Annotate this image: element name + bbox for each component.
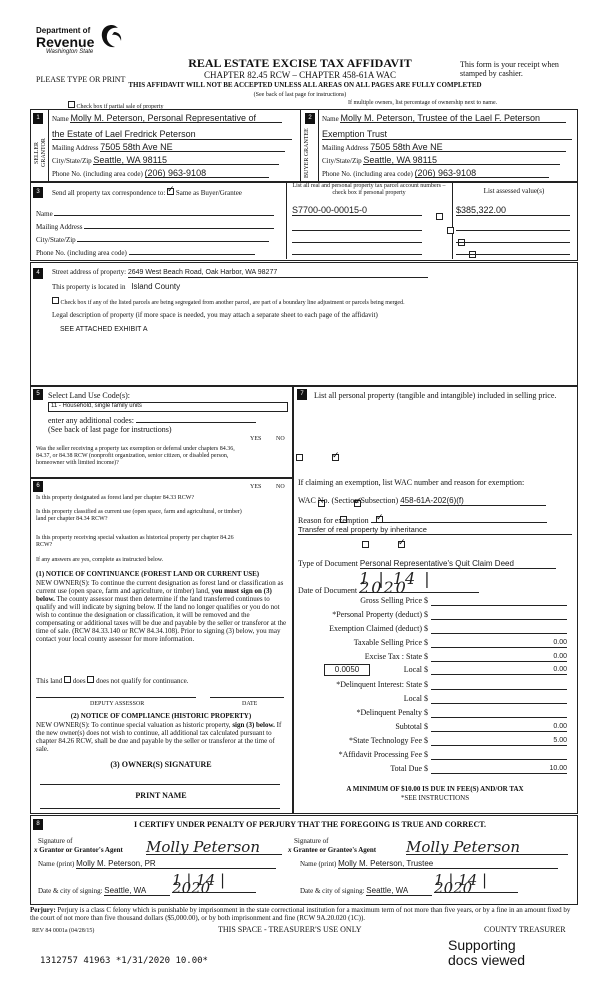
calc-total-value[interactable]: 10.00 xyxy=(431,764,567,774)
notice2-title: (2) NOTICE OF COMPLIANCE (HISTORIC PROPERTY) xyxy=(70,712,252,720)
grantor-name[interactable]: Molly M. Peterson, PR xyxy=(76,860,276,869)
s3-name-field[interactable] xyxy=(54,208,274,216)
date-label: DATE xyxy=(242,701,258,707)
divider xyxy=(48,109,49,181)
calc-row-taxable xyxy=(298,638,574,648)
dor-logo xyxy=(30,24,130,68)
additional-codes-label: enter any additional codes: xyxy=(48,416,134,425)
calc-delinq-penalty-value[interactable] xyxy=(431,708,567,718)
does-label: does xyxy=(72,677,86,685)
print-name-line[interactable] xyxy=(40,806,280,809)
s6-yes: YES xyxy=(250,484,262,490)
calc-currency: $ xyxy=(424,736,428,745)
seller-name-line2[interactable]: the Estate of Lael Fredrick Peterson xyxy=(52,129,292,140)
form-chapter: CHAPTER 82.45 RCW – CHAPTER 458-61A WAC xyxy=(204,70,396,80)
owner-signature-label: (3) OWNER(S) SIGNATURE xyxy=(110,760,212,769)
section-number-4: 4 xyxy=(33,268,43,279)
seller-exemption-question: Was the seller receiving a property tax exemption or deferral under chapters 84.36, 84.37, or 84.38 RCW (nonprofit organization, senior citizen, or disabled person, homeowner with limited income)? xyxy=(36,446,235,466)
seller-phone[interactable]: (206) 963-9108 xyxy=(145,169,269,178)
grantor-name-label: Name (print) xyxy=(38,860,75,868)
calc-exemption-value[interactable] xyxy=(431,624,567,634)
wac-number[interactable]: 458-61A-202(6)(f) xyxy=(400,496,546,506)
certify-statement: I CERTIFY UNDER PENALTY OF PERJURY THAT THE FOREGOING IS TRUE AND CORRECT. xyxy=(133,820,486,829)
deputy-date-line[interactable] xyxy=(210,695,284,698)
grantee-date[interactable]: 1 | 14 | 2020 xyxy=(434,876,518,893)
seller-side-label: SELLER GRANTOR xyxy=(34,138,47,168)
additional-codes-field[interactable] xyxy=(136,414,256,423)
calc-currency: $ xyxy=(424,680,428,689)
calc-currency: $ xyxy=(424,708,428,717)
calc-taxable-value[interactable]: 0.00 xyxy=(431,638,567,648)
partial-sale-checkbox[interactable] xyxy=(68,101,75,108)
buyer-name-line1[interactable]: Molly M. Peterson, Trustee of the Lael F. Peterson xyxy=(340,114,566,123)
stamp-supporting: Supporting xyxy=(448,937,516,953)
calc-row-personal xyxy=(298,610,574,620)
calc-subtotal-value[interactable]: 0.00 xyxy=(431,722,567,732)
forest-land-question: Is this property designated as forest land per chapter 84.33 RCW? xyxy=(36,495,195,501)
receipt-note: This form is your receipt when stamped by cashier. xyxy=(460,60,559,78)
calc-row-exemption xyxy=(298,624,574,634)
seller-name-row xyxy=(52,114,292,123)
calc-row-delinq-penalty xyxy=(298,708,574,718)
calc-currency: $ xyxy=(424,764,428,773)
assessed-value-4[interactable] xyxy=(456,246,570,255)
calc-currency: $ xyxy=(424,665,428,674)
grantee-date-row xyxy=(300,871,574,897)
notice2-bold: sign (3) below. xyxy=(232,721,275,729)
buyer-phone[interactable]: (206) 963-9108 xyxy=(415,169,549,178)
s3-address-label: Mailing Address xyxy=(36,223,83,231)
calc-affidavit-fee-label: *Affidavit Processing Fee xyxy=(338,750,422,759)
located-label: This property is located in xyxy=(52,283,126,291)
land-use-label: Select Land Use Code(s): xyxy=(48,391,130,400)
grantor-date[interactable]: 1 | 14 | 2020 xyxy=(172,876,256,893)
calc-currency: $ xyxy=(424,652,428,661)
wac-row xyxy=(298,496,572,506)
calc-row-subtotal xyxy=(298,722,574,732)
seller-city[interactable]: Seattle, WA 98115 xyxy=(93,156,279,165)
calc-currency: $ xyxy=(424,722,428,731)
does-not-checkbox[interactable] xyxy=(87,676,94,683)
notice1-body xyxy=(36,579,288,643)
calc-row-local xyxy=(298,664,574,676)
personal-property-checkbox-1[interactable] xyxy=(436,213,443,220)
grantee-name-row xyxy=(300,860,572,869)
accounts-header: List all real and personal property tax parcel account numbers – check box if personal property xyxy=(292,183,446,196)
calc-currency: $ xyxy=(424,624,428,633)
send-correspondence-row xyxy=(52,188,242,197)
this-land-label: This land xyxy=(36,677,63,685)
qualify-label: qualify for continuance. xyxy=(121,677,189,685)
notice2-body xyxy=(36,721,288,753)
notice1-body2: The county assessor must then determine if the land transferred continues to qualify and will indicate by signing below. If the land no longer qualifies or you do not wish to continue the designation or classification, it will be removed and the compensating or additional taxes will be due and payable by the seller or transferor at the time of sale. (RCW 84.33.140 or RCW 84.34.108). Prior to signing (3) below, you may contact your local county assessor for more information. xyxy=(36,595,287,643)
calc-currency: $ xyxy=(424,750,428,759)
multiple-owners-note: If multiple owners, list percentage of ownership next to name. xyxy=(348,100,498,106)
calc-row-affidavit-fee xyxy=(298,750,574,760)
deputy-label: DEPUTY ASSESSOR xyxy=(90,701,145,707)
current-use-question: Is this property classified as current use (open space, farm and agricultural, or timber) land per chapter 84.34 RCW? xyxy=(36,509,242,522)
grantor-city[interactable]: Seattle, WA xyxy=(104,887,170,896)
grantee-date-label: Date & city of signing: xyxy=(300,887,365,895)
buyer-name-row xyxy=(322,114,572,123)
does-not-label: does not xyxy=(96,677,120,685)
seller-phone-row xyxy=(52,169,297,178)
form-title: REAL ESTATE EXCISE TAX AFFIDAVIT xyxy=(188,56,412,70)
seller-city-label: City/State/Zip xyxy=(52,157,92,165)
s3-city-label: City/State/Zip xyxy=(36,236,76,244)
s6-no: NO xyxy=(276,484,285,490)
buyer-address-label: Mailing Address xyxy=(322,144,369,152)
personal-property-label: List all personal property (tangible and intangible) included in selling price. xyxy=(314,391,557,400)
section-number-6: 6 xyxy=(33,481,43,492)
divider xyxy=(300,109,301,181)
does-checkbox[interactable] xyxy=(64,676,71,683)
seller-phone-label: Phone No. (including area code) xyxy=(52,170,143,178)
seller-address-row xyxy=(52,143,292,152)
doc-date-value[interactable]: 1 | 14 | 2020 xyxy=(359,574,479,593)
buyer-name-label: Name xyxy=(322,115,339,123)
calc-row-delinq-local xyxy=(298,694,574,704)
notice1-bold: you must sign on (3) below. xyxy=(36,587,272,603)
if-yes-note: If any answers are yes, complete as instructed below. xyxy=(36,557,164,563)
calc-row-excise-state xyxy=(298,652,574,662)
calc-row-tech-fee xyxy=(298,736,574,746)
doc-date-label: Date of Document xyxy=(298,586,358,595)
divider xyxy=(318,109,319,181)
calc-local-rate[interactable]: 0.0050 xyxy=(324,664,370,676)
grantee-sig-label1: Signature of xyxy=(294,837,329,845)
calc-total-label: Total Due xyxy=(390,764,422,773)
calc-row-gross xyxy=(298,596,574,606)
seller-address-label: Mailing Address xyxy=(52,144,99,152)
doc-type-row xyxy=(298,559,574,569)
street-label: Street address of property: xyxy=(52,268,127,276)
s3-address-field[interactable] xyxy=(84,221,274,229)
doc-type-label: Type of Document xyxy=(298,559,358,568)
section-number-7: 7 xyxy=(297,389,307,400)
minimum-due-note: A MINIMUM OF $10.00 IS DUE IN FEE(S) AND/OR TAX xyxy=(346,785,524,793)
assessed-value-2[interactable] xyxy=(456,222,570,231)
same-as-buyer-label: Same as Buyer/Grantee xyxy=(175,189,242,197)
perjury-text: Perjury is a class C felony which is punishable by imprisonment in the state correctional institution for a maximum term of not more than five years, or by a fine in an amount fixed by the court of not more than five thousand dollars ($5,000.00), or by both imprisonment and fine (RCW 9A.20.020 (1C)). xyxy=(30,906,571,922)
calc-tech-fee-value[interactable]: 5.00 xyxy=(431,736,567,746)
notice1-title: (1) NOTICE OF CONTINUANCE (FOREST LAND OR CURRENT USE) xyxy=(36,570,260,578)
legal-label: Legal description of property (if more space is needed, you may attach a separate sheet to each page of the affidavit) xyxy=(52,311,378,319)
print-name-label: PRINT NAME xyxy=(135,791,187,800)
county-treasurer: COUNTY TREASURER xyxy=(484,925,566,934)
dept-line3: Washington State xyxy=(46,49,94,55)
calc-taxable-label: Taxable Selling Price xyxy=(353,638,422,647)
reason-label: Reason for exemption xyxy=(298,516,369,525)
dept-line1: Department of xyxy=(36,26,91,35)
located-row xyxy=(52,283,352,291)
calc-gross-value[interactable] xyxy=(431,596,567,606)
segregated-row xyxy=(52,297,572,307)
buyer-address[interactable]: 7505 58th Ave NE xyxy=(370,143,566,152)
wac-label: WAC No. (Section/Subsection) xyxy=(298,496,399,505)
land-use-select[interactable]: 11 - Household, single family units xyxy=(48,402,288,412)
form-warning: THIS AFFIDAVIT WILL NOT BE ACCEPTED UNLESS ALL AREAS ON ALL PAGES ARE FULLY COMPLETED xyxy=(128,81,482,89)
calc-excise-state-value[interactable]: 0.00 xyxy=(431,652,567,662)
assessed-value-3[interactable] xyxy=(456,234,570,243)
calc-currency: $ xyxy=(424,694,428,703)
account-number-1[interactable]: S7700-00-00015-0 xyxy=(292,205,422,216)
calc-currency: $ xyxy=(424,638,428,647)
s3-city-field[interactable] xyxy=(77,234,269,242)
notice2-body1: NEW OWNER(S): To continue special valuation as historic property, xyxy=(36,721,231,729)
buyer-city[interactable]: Seattle, WA 98115 xyxy=(363,156,560,165)
grantee-sig-label2-text: Grantee or Grantee's Agent xyxy=(293,846,377,854)
assessed-value-1[interactable]: $385,322.00 xyxy=(456,205,570,216)
grantor-date-row xyxy=(38,871,292,897)
calc-exemption-label: Exemption Claimed (deduct) xyxy=(329,624,422,633)
s5-see-back: (See back of last page for instructions) xyxy=(48,425,172,434)
see-back: (See back of last page for instructions) xyxy=(253,92,347,98)
receipt-line: 1312757 41963 *1/31/2020 10.00* xyxy=(40,956,208,966)
reason-value[interactable]: Transfer of real property by inheritance xyxy=(298,525,572,535)
assessed-header: List assessed value(s) xyxy=(483,187,545,195)
buyer-city-row xyxy=(322,156,572,165)
please-type: PLEASE TYPE OR PRINT xyxy=(36,75,126,84)
calc-local-value[interactable]: 0.00 xyxy=(431,665,567,675)
notice2-body2: If the new owner(s) does not wish to continue, all additional tax calculated pursuant to chapter 84.26 RCW, shall be due and payable by the seller or transferor at the time of sale. xyxy=(36,721,282,753)
see-instructions: *SEE INSTRUCTIONS xyxy=(400,794,470,802)
calc-row-total xyxy=(298,764,574,774)
s5-no: NO xyxy=(276,436,285,442)
section-number-1: 1 xyxy=(33,113,43,124)
grantor-signature[interactable]: Molly Peterson xyxy=(146,838,282,855)
calc-currency: $ xyxy=(424,596,428,605)
grantee-name[interactable]: Molly M. Peterson, Trustee xyxy=(338,860,558,869)
section-number-5: 5 xyxy=(33,389,43,400)
segregated-label: Check box if any of the listed parcels are being segregated from another parcel, are part of a boundary line adjustment or parcels being merged. xyxy=(60,300,405,306)
grantor-name-row xyxy=(38,860,288,869)
calc-personal-value[interactable] xyxy=(431,610,567,620)
calc-delinq-state-value[interactable] xyxy=(431,680,567,690)
notice1-body1: NEW OWNER(S): To continue the current designation as forest land or classification as current use (open space, farm and agriculture, or timber) land, xyxy=(36,579,284,595)
street-row xyxy=(52,268,532,278)
perjury-bold: Perjury: xyxy=(30,906,56,914)
stamp-docs-viewed: docs viewed xyxy=(448,952,526,968)
section-number-3: 3 xyxy=(33,187,43,198)
exemption-claim-label: If claiming an exemption, list WAC number and reason for exemption: xyxy=(298,478,525,487)
calc-tech-fee-label: *State Technology Fee xyxy=(348,736,422,745)
s3-phone-field[interactable] xyxy=(129,247,255,255)
treasurer-space: THIS SPACE - TREASURER'S USE ONLY xyxy=(218,925,362,934)
historic-question: Is this property receiving special valuation as historical property per chapter 84.26 RCW? xyxy=(36,535,234,548)
continuance-row xyxy=(36,676,286,685)
account-number-4[interactable] xyxy=(292,246,422,255)
legal-description[interactable]: SEE ATTACHED EXHIBIT A xyxy=(60,326,148,333)
buyer-address-row xyxy=(322,143,572,152)
calc-personal-label: *Personal Property (deduct) xyxy=(332,610,422,619)
seller-name-line1[interactable]: Molly M. Peterson, Personal Representative of xyxy=(70,114,282,123)
grantor-sig-label2-text: Grantor or Grantor's Agent xyxy=(39,846,123,854)
grantee-name-label: Name (print) xyxy=(300,860,337,868)
s3-address-row xyxy=(36,221,280,231)
divider xyxy=(286,181,287,259)
calc-row-delinq-state xyxy=(298,680,574,690)
dept-line2: Revenue xyxy=(36,34,95,50)
partial-sale-label: Check box if partial sale of property xyxy=(76,104,164,110)
segregated-checkbox[interactable] xyxy=(52,297,59,304)
grantee-sig-label2 xyxy=(288,846,376,854)
grantor-date-label: Date & city of signing: xyxy=(38,887,103,895)
calc-subtotal-label: Subtotal xyxy=(395,722,422,731)
calc-local-label: Local xyxy=(403,665,422,674)
calc-delinq-local-value[interactable] xyxy=(431,694,567,704)
account-number-3[interactable] xyxy=(292,234,422,243)
owner-signature-line[interactable] xyxy=(40,782,280,785)
deputy-assessor-line[interactable] xyxy=(36,695,196,698)
reason-row xyxy=(298,514,572,525)
calc-delinq-local-label: Local xyxy=(403,694,422,703)
seller-city-row xyxy=(52,156,292,165)
calc-gross-label: Gross Selling Price xyxy=(360,596,422,605)
s3-name-label: Name xyxy=(36,210,53,218)
grantee-city[interactable]: Seattle, WA xyxy=(366,887,432,896)
additional-codes-row xyxy=(48,414,288,425)
doc-type-value[interactable]: Personal Representative's Quit Claim Deed xyxy=(360,559,556,569)
buyer-side-label: BUYER GRANTEE xyxy=(304,128,310,178)
x-mark-icon: x xyxy=(34,846,38,854)
seller-address[interactable]: 7505 58th Ave NE xyxy=(100,143,285,152)
buyer-phone-label: Phone No. (including area code) xyxy=(322,170,413,178)
send-label: Send all property tax correspondence to: xyxy=(52,189,166,197)
swoosh-icon xyxy=(100,24,124,50)
buyer-city-label: City/State/Zip xyxy=(322,157,362,165)
perjury-note xyxy=(30,906,578,922)
calc-currency: $ xyxy=(424,610,428,619)
grantor-sig-label1: Signature of xyxy=(38,837,73,845)
grantor-sig-label2 xyxy=(34,846,123,854)
s3-phone-label: Phone No. (including area code) xyxy=(36,249,127,257)
grantee-signature[interactable]: Molly Peterson xyxy=(406,838,568,855)
personal-property-checkbox-2[interactable] xyxy=(447,227,454,234)
street-address[interactable]: 2649 West Beach Road, Oak Harbor, WA 98277 xyxy=(128,269,428,278)
calc-delinq-penalty-label: *Delinquent Penalty xyxy=(356,708,422,717)
s3-city-row xyxy=(36,234,280,244)
same-as-buyer-checkbox[interactable] xyxy=(167,188,174,195)
buyer-phone-row xyxy=(322,169,574,178)
buyer-name-line2[interactable]: Exemption Trust xyxy=(322,129,572,140)
account-number-2[interactable] xyxy=(292,222,422,231)
calc-affidavit-fee-value[interactable] xyxy=(431,750,567,760)
s3-phone-row xyxy=(36,247,280,257)
s3-name-row xyxy=(36,208,280,218)
doc-date-row xyxy=(298,569,574,597)
s5-yes: YES xyxy=(250,436,262,442)
seller-name-label: Name xyxy=(52,115,69,123)
section-number-2: 2 xyxy=(305,113,315,124)
form-revision: REV 84 0001a (04/28/15) xyxy=(32,928,95,934)
x-mark-icon: x xyxy=(288,846,292,854)
section-number-8: 8 xyxy=(33,819,43,830)
reason-line[interactable] xyxy=(371,514,547,523)
calc-excise-state-label: Excise Tax : State xyxy=(364,652,422,661)
county[interactable]: Island County xyxy=(131,282,181,291)
divider xyxy=(452,181,453,259)
calc-delinq-state-label: *Delinquent Interest: State xyxy=(336,680,422,689)
section-4-box xyxy=(30,262,578,386)
